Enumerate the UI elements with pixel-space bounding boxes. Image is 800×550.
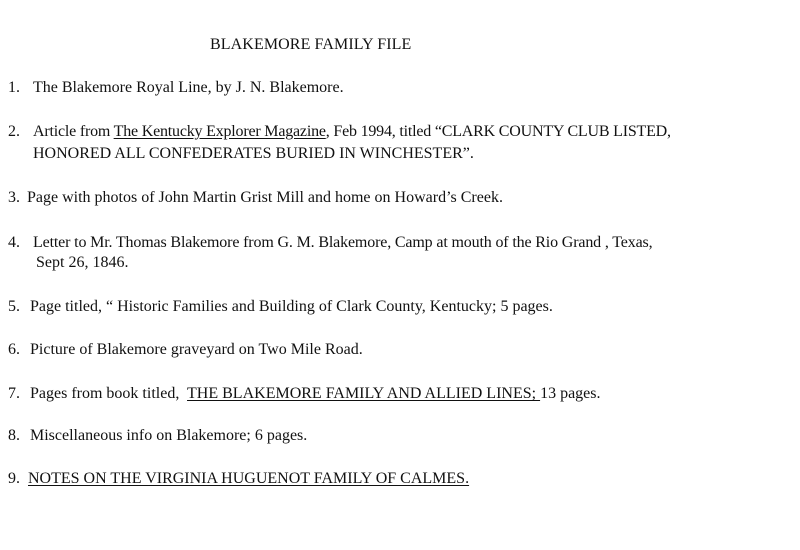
book-title: THE BLAKEMORE FAMILY AND ALLIED LINES; (187, 385, 541, 402)
item-number: 6. (8, 341, 20, 358)
item-number: 2. (8, 123, 20, 140)
item-number: 8. (8, 427, 20, 444)
item-text-line-2: HONORED ALL CONFEDERATES BURIED IN WINCHESTER”. (33, 145, 474, 162)
notes-title: NOTES ON THE VIRGINIA HUGUENOT FAMILY OF CALMES. (28, 470, 470, 487)
item-text-prefix: Pages from book titled, (30, 385, 188, 402)
item-text: The Blakemore Royal Line, by J. N. Blakemore. (33, 79, 344, 96)
item-text-suffix: , Feb 1994, titled “CLARK COUNTY CLUB LISTED, (325, 123, 671, 140)
item-number: 5. (8, 298, 20, 315)
item-number: 1. (8, 79, 20, 96)
item-number: 7. (8, 385, 20, 402)
item-text: Miscellaneous info on Blakemore; 6 pages. (30, 427, 308, 444)
item-text: Page titled, “ Historic Families and Building of Clark County, Kentucky; 5 pages. (30, 298, 553, 315)
item-text: Picture of Blakemore graveyard on Two Mile Road. (30, 341, 363, 358)
item-number: 9. (8, 470, 20, 487)
item-number: 4. (8, 234, 20, 251)
item-text (30, 384, 601, 404)
item-text-suffix: 13 pages. (540, 385, 601, 402)
magazine-title: The Kentucky Explorer Magazine (113, 123, 326, 140)
item-text: Letter to Mr. Thomas Blakemore from G. M. Blakemore, Camp at mouth of the Rio Grand , Texas, (33, 234, 653, 251)
item-text-line-2: Sept 26, 1846. (36, 254, 129, 271)
item-number: 3. (8, 189, 20, 206)
page-title: BLAKEMORE FAMILY FILE (210, 36, 412, 53)
item-text: Page with photos of John Martin Grist Mill and home on Howard’s Creek. (27, 189, 503, 206)
item-text (33, 122, 671, 142)
item-text-prefix: Article from (33, 123, 114, 140)
